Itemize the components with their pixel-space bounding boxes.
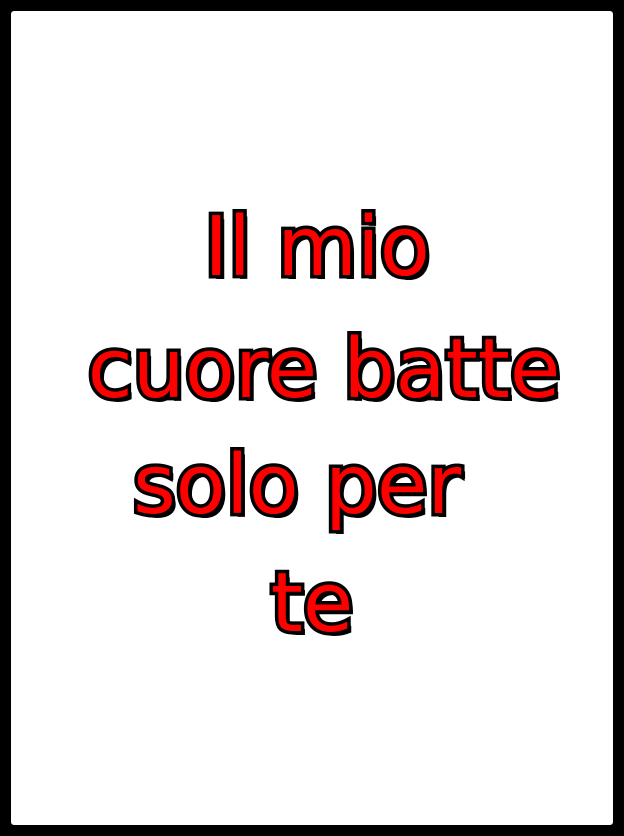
message-line-2: cuore batte bbox=[87, 322, 561, 417]
message-line-1: Il mio bbox=[204, 200, 430, 295]
message-line-3: solo per bbox=[132, 438, 462, 533]
message-text-block bbox=[11, 11, 613, 825]
message-line-4: te bbox=[270, 556, 354, 651]
